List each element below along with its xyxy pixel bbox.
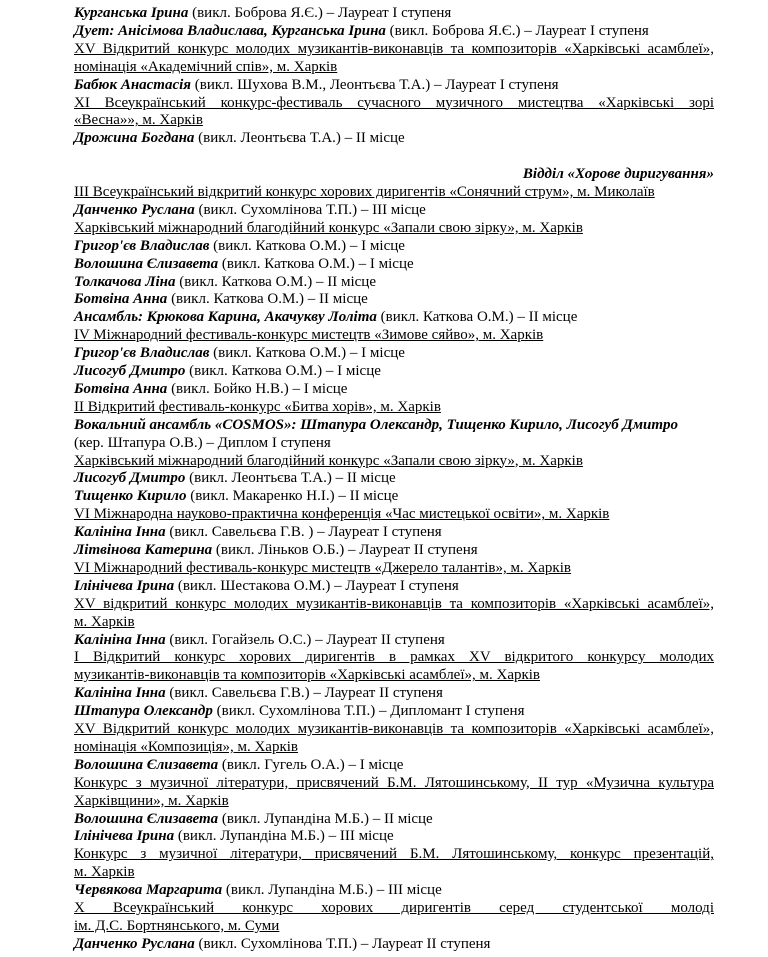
contest-title: м. Харків <box>74 613 135 630</box>
award-entry <box>74 757 714 774</box>
contest-title: м. Харків <box>74 864 135 881</box>
award-details: (викл. Гугель О.А.) – І місце <box>218 756 404 773</box>
contest-title: VІ Міжнародний фестиваль-конкурс мистецтв «Джерело талантів», м. Харків <box>74 559 571 576</box>
participant-name: Данченко Руслана <box>74 935 195 952</box>
contest-title: ХІ Всеукраїнський конкурс-фестиваль сучасного музичного мистецтва «Харківські зорі <box>74 94 714 111</box>
participant-name: Григор'єв Владислав <box>74 237 210 254</box>
award-details: (викл. Савельєва Г.В.) – Лауреат ІІ ступеня <box>165 685 443 702</box>
award-entry <box>74 238 714 255</box>
award-entry <box>74 703 714 720</box>
participant-name: Курганська Ірина <box>74 5 189 21</box>
award-entry <box>74 632 714 649</box>
award-details: (викл. Ліньков О.Б.) – Лауреат ІІ ступеня <box>212 542 478 558</box>
contest-title: IV Міжнародний фестиваль-конкурс мистецтв «Зимове сяйво», м. Харків <box>74 327 544 344</box>
participant-name: Ілінічева Ірина <box>74 828 175 845</box>
contest-title: VІ Міжнародна науково-практична конференція «Час мистецької освіти», м. Харків <box>74 506 610 523</box>
award-details: (викл. Каткова О.М.) – І місце <box>185 363 381 379</box>
participant-name: Калініна Інна <box>74 631 166 648</box>
award-details: (викл. Бойко Н.В.) – І місце <box>167 380 348 397</box>
award-entry <box>74 936 714 953</box>
award-details: (викл. Леонтьєва Т.А.) – ІІ місце <box>194 130 405 147</box>
contest-title: XV Відкритий конкурс молодих музикантів-виконавців та композиторів «Харківські асамблеї», <box>74 721 714 737</box>
award-entry <box>74 381 714 398</box>
participant-name: Данченко Руслана <box>74 201 195 218</box>
contest-title: Харківщини», м. Харків <box>74 792 229 809</box>
participant-name: Лисогуб Дмитро <box>74 363 186 379</box>
participant-name: Ботвіна Анна <box>74 291 168 308</box>
participant-name: Волошина Єлизавета <box>74 810 219 827</box>
participant-name: Калініна Інна <box>74 685 166 702</box>
award-entry <box>74 542 714 559</box>
contest-title: «Весна»», м. Харків <box>74 112 203 129</box>
award-entry <box>74 488 714 505</box>
award-entry <box>74 685 714 702</box>
award-details: (викл. Савельєва Г.В. ) – Лауреат І ступеня <box>165 524 442 541</box>
participant-name: Ботвіна Анна <box>74 380 168 397</box>
award-entry <box>74 309 714 326</box>
text-line: (кер. Штапура О.В.) – Диплом І ступеня <box>74 434 331 451</box>
award-entry <box>74 345 714 362</box>
award-details: (викл. Боброва Я.Є.) – Лауреат І ступеня <box>188 5 452 21</box>
award-entry <box>74 274 714 291</box>
contest-title: Харківський міжнародний благодійний конкурс «Запали свою зірку», м. Харків <box>74 219 583 236</box>
participant-name: Толкачова Ліна <box>74 273 176 290</box>
participant-name: Лисогуб Дмитро <box>74 470 186 487</box>
award-entry <box>74 882 714 899</box>
award-details: (викл. Лупандіна М.Б.) – ІІ місце <box>218 810 433 827</box>
award-entry <box>74 828 714 845</box>
award-entry <box>74 5 714 22</box>
award-entry <box>74 811 714 828</box>
participant-name: Волошина Єлизавета <box>74 756 219 773</box>
award-entry <box>74 130 714 147</box>
award-details: (викл. Каткова О.М.) – І місце <box>209 237 405 254</box>
participant-name: Волошина Єлизавета <box>74 255 219 272</box>
award-entry <box>74 256 714 273</box>
participant-name: Дует: Анісімова Владислава, Курганська Ірина <box>74 22 386 39</box>
award-details: (викл. Каткова О.М.) – ІІ місце <box>376 309 578 326</box>
participant-name: Ансамбль: Крюкова Карина, Акачукву Лоліта <box>74 309 377 326</box>
participant-name: Ілінічева Ірина <box>74 577 175 594</box>
award-details: (викл. Боброва Я.Є.) – Лауреат І ступеня <box>385 22 649 39</box>
section-heading: Відділ «Хорове диригування» <box>522 166 714 183</box>
award-details: (викл. Шухова В.М., Леонтьєва Т.А.) – Лауреат І ступеня <box>191 76 559 93</box>
participant-name: Бабюк Анастасія <box>74 76 192 93</box>
contest-title: Конкурс з музичної літератури, присвячений Б.М. Лятошинському, ІІ тур «Музична культура <box>74 774 714 791</box>
contest-title: ІІ Відкритий фестиваль-конкурс «Битва хорів», м. Харків <box>74 398 441 415</box>
contest-title: Х Всеукраїнський конкурс хорових диригентів серед студентської молоді <box>74 900 714 916</box>
contest-title: Конкурс з музичної літератури, присвячений Б.М. Лятошинському, конкурс презентацій, <box>74 846 714 863</box>
award-entry <box>74 470 714 487</box>
contest-title: номінація «Академічний спів», м. Харків <box>74 58 338 75</box>
participant-name: Вокальний ансамбль «COSMOS»: Штапура Олександр, Тищенко Кирило, Лисогуб Дмитро <box>74 416 678 433</box>
award-entry <box>74 578 714 595</box>
award-entry <box>74 291 714 308</box>
award-entry <box>74 202 714 219</box>
participant-name: Калініна Інна <box>74 524 166 541</box>
award-entry <box>74 23 714 40</box>
award-details: (викл. Каткова О.М.) – ІІ місце <box>167 291 368 308</box>
award-details: (викл. Лупандіна М.Б.) – ІІІ місце <box>174 828 394 845</box>
award-details: (викл. Сухомлінова Т.П.) – Дипломант І ступеня <box>212 703 525 720</box>
participant-name: Григор'єв Владислав <box>74 345 210 362</box>
award-entry <box>74 417 714 434</box>
contest-title: XV Відкритий конкурс молодих музикантів-виконавців та композиторів «Харківські асамблеї», <box>74 40 714 57</box>
award-entry <box>74 524 714 541</box>
award-entry <box>74 363 714 380</box>
contest-title: музикантів-виконавців та композиторів «Харківські асамблеї», м. Харків <box>74 667 541 684</box>
award-details: (викл. Сухомлінова Т.П.) – Лауреат ІІ ступеня <box>194 935 491 952</box>
award-details: (викл. Леонтьєва Т.А.) – ІІ місце <box>185 470 396 487</box>
contest-title: номінація «Композиція», м. Харків <box>74 738 298 755</box>
participant-name: Дрожина Богдана <box>74 130 195 147</box>
contest-title: ім. Д.С. Бортнянського, м. Суми <box>74 917 280 934</box>
participant-name: Червякова Маргарита <box>74 882 223 899</box>
award-details: (викл. Каткова О.М.) – ІІ місце <box>175 273 376 290</box>
award-details: (викл. Гогайзель О.С.) – Лауреат ІІ ступеня <box>165 631 445 648</box>
contest-title: Харківський міжнародний благодійний конкурс «Запали свою зірку», м. Харків <box>74 452 583 469</box>
award-details: (викл. Макаренко Н.І.) – ІІ місце <box>186 488 399 505</box>
award-entry <box>74 77 714 94</box>
participant-name: Тищенко Кирило <box>74 488 187 505</box>
award-details: (викл. Сухомлінова Т.П.) – ІІІ місце <box>194 201 426 218</box>
award-details: (викл. Шестакова О.М.) – Лауреат І ступеня <box>174 577 459 594</box>
award-details: (викл. Каткова О.М.) – І місце <box>209 345 405 362</box>
participant-name: Літвінова Катерина <box>74 542 213 558</box>
contest-title: І Відкритий конкурс хорових диригентів в рамках XV відкритого конкурсу молодих <box>74 649 714 666</box>
contest-title: XV відкритий конкурс молодих музикантів-виконавців та композиторів «Харківські асамблеї», <box>74 595 714 612</box>
contest-title: ІІІ Всеукраїнський відкритий конкурс хорових диригентів «Сонячний струм», м. Миколаїв <box>74 184 655 200</box>
award-details: (викл. Лупандіна М.Б.) – ІІІ місце <box>222 882 442 899</box>
award-details: (викл. Каткова О.М.) – І місце <box>218 255 414 272</box>
participant-name: Штапура Олександр <box>74 703 213 720</box>
